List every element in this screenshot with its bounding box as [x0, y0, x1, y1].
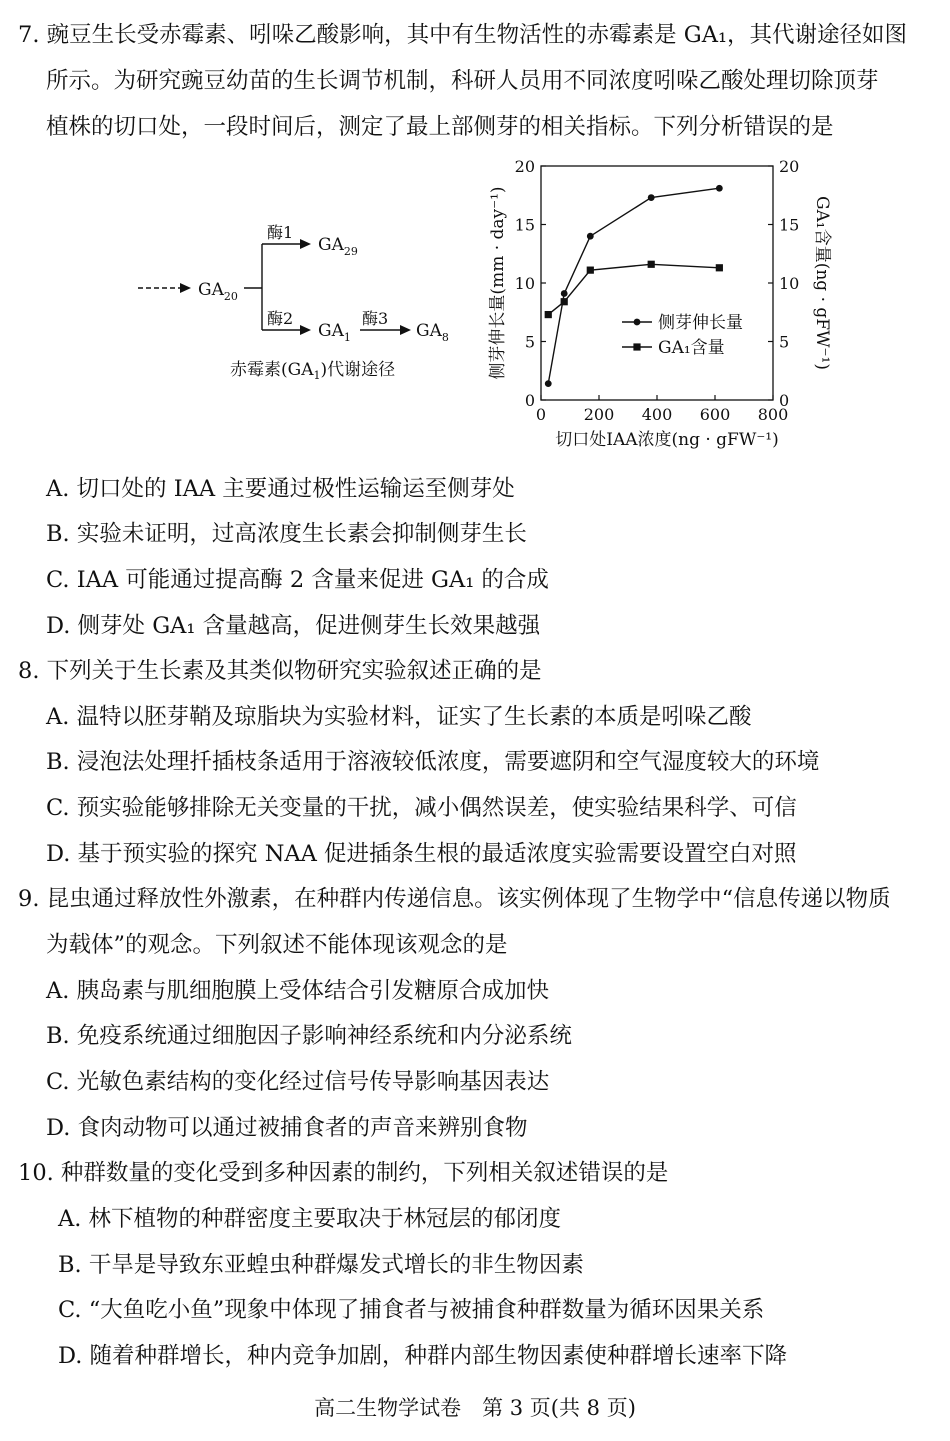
- legend-label-2: GA₁含量: [658, 338, 725, 358]
- page-footer: 高二生物学试卷 第 3 页(共 8 页): [314, 1396, 636, 1420]
- q10-stem: 10. 种群数量的变化受到多种因素的制约，下列相关叙述错误的是: [18, 1160, 669, 1186]
- q7-option-c[interactable]: C. IAA 可能通过提高酶 2 含量来促进 GA₁ 的合成: [46, 567, 549, 593]
- y-right-tick-label: 0: [779, 391, 790, 410]
- x-axis-label: 切口处IAA浓度(ng · gFW⁻¹): [555, 430, 779, 450]
- q10-option-a[interactable]: A. 林下植物的种群密度主要取决于林冠层的郁闭度: [58, 1206, 562, 1232]
- q7-figure: [0, 150, 950, 470]
- legend-label-1: 侧芽伸长量: [658, 313, 743, 333]
- q9-option-b[interactable]: B. 免疫系统通过细胞因子影响神经系统和内分泌系统: [46, 1023, 572, 1049]
- x-tick-label: 800: [757, 405, 789, 424]
- ga20-label: $GA_{20}$: [198, 280, 238, 303]
- q9-option-d[interactable]: D. 食肉动物可以通过被捕食者的声音来辨别食物: [46, 1115, 528, 1141]
- y-right-tick-label: 15: [779, 215, 800, 235]
- q9-stem-line-2: 为载体”的观念。下列叙述不能体现该观念的是: [46, 932, 508, 958]
- q10-option-b[interactable]: B. 干旱是导致东亚蝗虫种群爆发式增长的非生物因素: [58, 1252, 584, 1278]
- q7-option-b[interactable]: B. 实验未证明，过高浓度生长素会抑制侧芽生长: [46, 521, 527, 547]
- y-left-tick-label: 15: [514, 215, 535, 235]
- q8-option-d[interactable]: D. 基于预实验的探究 NAA 促进插条生根的最适浓度实验需要设置空白对照: [46, 841, 797, 867]
- y-axis-left-label: 侧芽伸长量(mm · day⁻¹): [488, 186, 508, 380]
- enzyme-3-label: 酶3: [362, 309, 389, 328]
- q9-stem-line-1: 9. 昆虫通过释放性外激素，在种群内传递信息。该实例体现了生物学中“信息传递以物质: [18, 886, 891, 912]
- x-tick-label: 600: [699, 405, 731, 424]
- q9-option-a[interactable]: A. 胰岛素与肌细胞膜上受体结合引发糖原合成加快: [46, 978, 550, 1004]
- q8-option-c[interactable]: C. 预实验能够排除无关变量的干扰，减小偶然误差，使实验结果科学、可信: [46, 795, 797, 821]
- q7-stem-line-3: 植株的切口处，一段时间后，测定了最上部侧芽的相关指标。下列分析错误的是: [46, 114, 834, 140]
- data-point-circle: [587, 233, 594, 240]
- data-point-square: [561, 298, 568, 305]
- data-point-square: [545, 311, 552, 318]
- q10-option-d[interactable]: D. 随着种群增长，种内竞争加剧，种群内部生物因素使种群增长速率下降: [58, 1343, 788, 1369]
- q8-stem: 8. 下列关于生长素及其类似物研究实验叙述正确的是: [18, 658, 542, 684]
- data-point-circle: [716, 185, 723, 192]
- data-point-square: [648, 261, 655, 268]
- q7-option-a[interactable]: A. 切口处的 IAA 主要通过极性运输运至侧芽处: [46, 476, 515, 502]
- q8-option-a[interactable]: A. 温特以胚芽鞘及琼脂块为实验材料，证实了生长素的本质是吲哚乙酸: [46, 704, 752, 730]
- x-tick-label: 200: [583, 405, 615, 424]
- q7-option-d[interactable]: D. 侧芽处 GA₁ 含量越高，促进侧芽生长效果越强: [46, 613, 541, 639]
- q7-stem-line-2: 所示。为研究豌豆幼苗的生长调节机制，科研人员用不同浓度吲哚乙酸处理切除顶芽: [46, 68, 879, 94]
- data-point-circle: [561, 290, 568, 297]
- data-point-square: [716, 264, 723, 271]
- arrow-head: [300, 325, 311, 335]
- legend-marker-square: [633, 343, 640, 350]
- y-left-tick-label: 10: [514, 274, 535, 293]
- pathway-caption: 赤霉素$(GA_1)$代谢途径: [230, 360, 396, 382]
- chart-legend: [622, 313, 743, 358]
- q10-option-c[interactable]: C. “大鱼吃小鱼”现象中体现了捕食者与被捕食种群数量为循环因果关系: [58, 1297, 765, 1323]
- ga29-label: $GA_{29}$: [318, 235, 358, 258]
- y-right-tick-label: 20: [779, 157, 800, 176]
- q7-stem-line-1: 7. 豌豆生长受赤霉素、吲哚乙酸影响，其中有生物活性的赤霉素是 GA₁，其代谢途径如图: [18, 22, 908, 48]
- data-point-square: [587, 267, 594, 274]
- y-left-tick-label: 0: [524, 391, 535, 410]
- q9-option-c[interactable]: C. 光敏色素结构的变化经过信号传导影响基因表达: [46, 1069, 550, 1095]
- ga1-label: $GA_1$: [318, 321, 351, 344]
- y-left-tick-label: 5: [524, 332, 535, 352]
- arrow-head: [400, 325, 411, 335]
- data-point-circle: [545, 380, 552, 387]
- x-tick-label: 0: [535, 405, 547, 424]
- enzyme-1-label: 酶1: [267, 223, 294, 242]
- x-tick-label: 400: [641, 405, 673, 424]
- y-right-tick-label: 5: [779, 332, 790, 352]
- y-right-tick-label: 10: [779, 274, 800, 293]
- arrow-head: [180, 283, 191, 293]
- ga-metabolism-pathway: [138, 223, 449, 382]
- arrow-head: [300, 239, 311, 249]
- enzyme-2-label: 酶2: [267, 309, 294, 328]
- y-left-tick-label: 20: [514, 157, 535, 176]
- data-point-circle: [648, 194, 655, 201]
- plot-frame: [541, 166, 773, 400]
- q8-option-b[interactable]: B. 浸泡法处理扦插枝条适用于溶液较低浓度，需要遮阴和空气湿度较大的环境: [46, 749, 820, 775]
- iaa-response-chart: [488, 157, 832, 450]
- ga8-label: $GA_8$: [416, 321, 449, 344]
- legend-marker-circle: [634, 319, 641, 326]
- y-axis-right-label: GA₁含量(ng · gFW⁻¹): [812, 196, 832, 370]
